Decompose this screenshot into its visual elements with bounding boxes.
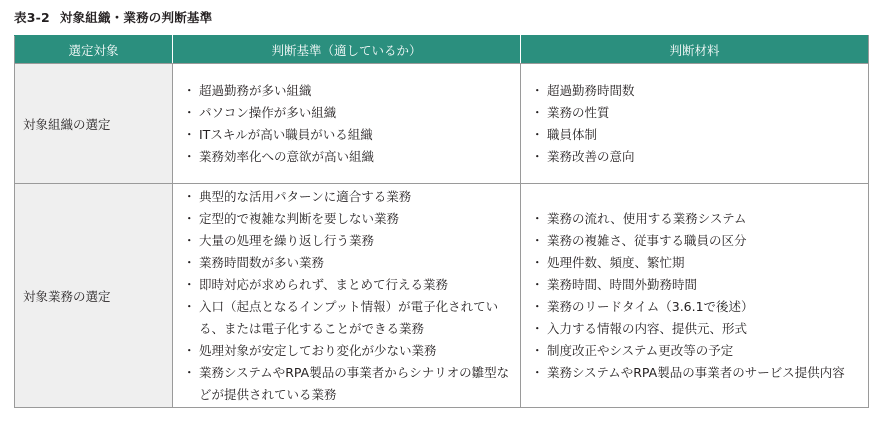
list-item: ・ 即時対応が求められず、まとめて行える業務: [185, 274, 510, 296]
list-item: ・ 業務システムやRPA製品の事業者のサービス提供内容: [533, 362, 858, 384]
list-item: ・ 処理件数、頻度、繁忙期: [533, 252, 858, 274]
list-item: ・ 業務の性質: [533, 102, 858, 124]
row-target-label: 対象業務の選定: [15, 184, 173, 408]
list-item: ・ 業務時間、時間外勤務時間: [533, 274, 858, 296]
header-selection-target: 選定対象: [15, 36, 173, 64]
list-item: ・ 典型的な活用パターンに適合する業務: [185, 186, 510, 208]
criteria-list: [185, 186, 510, 406]
list-item: ・ 入力する情報の内容、提供元、形式: [533, 318, 858, 340]
table-row-business: [15, 184, 869, 408]
list-item: ・ 処理対象が安定しており変化が少ない業務: [185, 340, 510, 362]
list-item: ・ 定型的で複雑な判断を要しない業務: [185, 208, 510, 230]
list-item: ・ 業務時間数が多い業務: [185, 252, 510, 274]
list-item: ・ 職員体制: [533, 124, 858, 146]
list-item: ・ 入口（起点となるインプット情報）が電子化されている、または電子化することができる業務: [185, 296, 510, 340]
list-item: ・ 業務改善の意向: [533, 146, 858, 168]
materials-list: [533, 208, 858, 384]
criteria-list: [185, 80, 510, 168]
criteria-cell: [173, 184, 521, 408]
row-target-label: 対象組織の選定: [15, 64, 173, 184]
table-caption: [14, 8, 212, 26]
list-item: ・ 業務の流れ、使用する業務システム: [533, 208, 858, 230]
table-number: 表3-2: [14, 10, 50, 25]
list-item: ・ 業務の複雑さ、従事する職員の区分: [533, 230, 858, 252]
list-item: ・ 超過勤務が多い組織: [185, 80, 510, 102]
criteria-table: [14, 35, 869, 408]
materials-cell: [521, 184, 869, 408]
materials-cell: [521, 64, 869, 184]
table-row-organization: [15, 64, 869, 184]
list-item: ・ 業務のリードタイム（3.6.1で後述）: [533, 296, 858, 318]
header-criteria: 判断基準（適しているか）: [173, 36, 521, 64]
materials-list: [533, 80, 858, 168]
list-item: ・ 業務システムやRPA製品の事業者からシナリオの雛型などが提供されている業務: [185, 362, 510, 406]
list-item: ・ 超過勤務時間数: [533, 80, 858, 102]
criteria-cell: [173, 64, 521, 184]
header-row: [15, 36, 869, 64]
list-item: ・ 業務効率化への意欲が高い組織: [185, 146, 510, 168]
list-item: ・ パソコン操作が多い組織: [185, 102, 510, 124]
table-title: 対象組織・業務の判断基準: [59, 10, 213, 25]
list-item: ・ 大量の処理を繰り返し行う業務: [185, 230, 510, 252]
list-item: ・ ITスキルが高い職員がいる組織: [185, 124, 510, 146]
header-materials: 判断材料: [521, 36, 869, 64]
list-item: ・ 制度改正やシステム更改等の予定: [533, 340, 858, 362]
